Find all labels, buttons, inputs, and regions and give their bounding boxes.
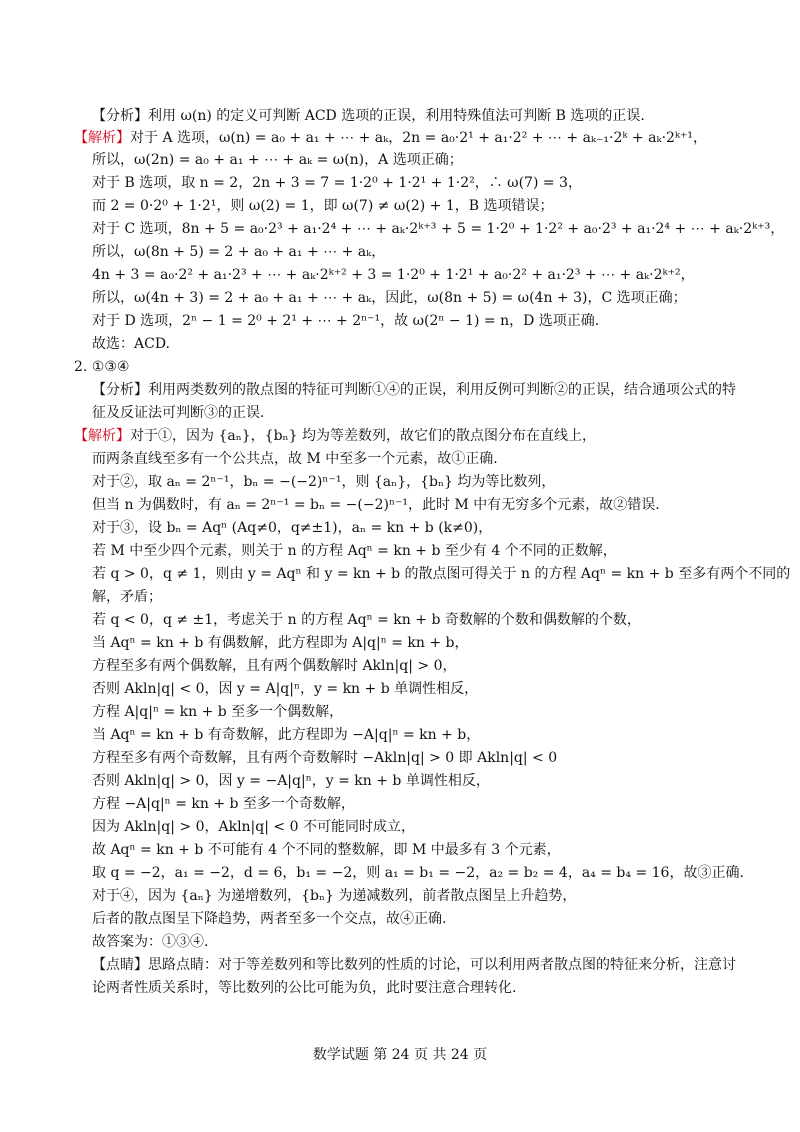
text-line bbox=[92, 564, 790, 586]
line-content: 因为 Akln|q| > 0，Akln|q| < 0 不可能同时成立， bbox=[92, 819, 415, 835]
text-line bbox=[92, 587, 162, 609]
text-line bbox=[74, 128, 707, 150]
line-content: 对于①，因为 {aₙ}，{bₙ} 均为等差数列，故它们的散点图分布在直线上， bbox=[130, 428, 596, 444]
line-content: 论两者性质关系时，等比数列的公比可能为负，此时要注意合理转化. bbox=[92, 980, 517, 996]
line-content: 若 q > 0，q ≠ 1，则由 y = Aqⁿ 和 y = kn + b 的散点图可得关于 n 的方程 Aqⁿ = kn + b 至多有两个不同的 bbox=[92, 566, 791, 582]
text-line bbox=[92, 242, 385, 264]
line-content: 对于③，设 bₙ = Aqⁿ (Aq≠0，q≠±1)，aₙ = kn + b (k≠0)， bbox=[92, 520, 493, 536]
text-line bbox=[92, 817, 415, 839]
text-line bbox=[92, 702, 343, 724]
line-content: 解，矛盾； bbox=[92, 589, 162, 605]
line-content: 故 Aqⁿ = kn + b 不可能有 4 个不同的整数解，即 M 中最多有 3 个元素， bbox=[92, 842, 561, 858]
line-content: 而 2 = 0·2⁰ + 1·2¹，则 ω(2) = 1，即 ω(7) ≠ ω(2) + 1，B 选项错误； bbox=[92, 198, 554, 214]
analysis-tag: 【解析】 bbox=[74, 428, 130, 444]
line-content: 对于 A 选项，ω(n) = a₀ + a₁ + ⋯ + aₖ，2n = a₀·2¹ + a₁·2² + ⋯ + aₖ₋₁·2ᵏ + aₖ·2ᵏ⁺¹， bbox=[130, 130, 708, 146]
text-line bbox=[92, 978, 516, 1000]
text-line bbox=[92, 955, 736, 977]
line-content: 征及反证法可判断③的正误. bbox=[92, 405, 265, 421]
text-line bbox=[92, 334, 170, 356]
text-line bbox=[92, 106, 645, 128]
text-line bbox=[92, 886, 576, 908]
text-line bbox=[92, 541, 617, 563]
text-line bbox=[92, 196, 553, 218]
text-line bbox=[92, 633, 469, 655]
line-content: 故选：ACD. bbox=[92, 336, 170, 352]
line-content: 方程至多有两个偶数解，且有两个偶数解时 Akln|q| > 0， bbox=[92, 658, 457, 674]
line-content: 所以，ω(2n) = a₀ + a₁ + ⋯ + aₖ = ω(n)，A 选项正确； bbox=[92, 152, 463, 168]
text-line bbox=[92, 403, 264, 425]
line-content: 取 q = −2，a₁ = −2，d = 6，b₁ = −2，则 a₁ = b₁ = −2，a₂ = b₂ = 4，a₄ = b₄ = 16，故③正确. bbox=[92, 865, 744, 881]
text-line bbox=[92, 518, 492, 540]
line-content: 方程 −A|q|ⁿ = kn + b 至多一个奇数解， bbox=[92, 796, 355, 812]
line-content: 方程至多有两个奇数解，且有两个奇数解时 −Akln|q| > 0 即 Akln|q| < 0 bbox=[92, 750, 558, 766]
line-content: 而两条直线至多有一个公共点，故 M 中至多一个元素，故①正确. bbox=[92, 451, 498, 467]
text-line bbox=[92, 932, 208, 954]
text-line bbox=[92, 495, 660, 517]
text-line bbox=[92, 288, 687, 310]
line-content: 2. ①③④ bbox=[74, 359, 130, 375]
line-content: 方程 A|q|ⁿ = kn + b 至多一个偶数解， bbox=[92, 704, 344, 720]
line-content: 所以，ω(8n + 5) = 2 + a₀ + a₁ + ⋯ + aₖ， bbox=[92, 244, 386, 260]
line-content: 故答案为：①③④. bbox=[92, 934, 209, 950]
text-line bbox=[92, 725, 480, 747]
text-line bbox=[92, 840, 561, 862]
text-line bbox=[92, 173, 582, 195]
text-line bbox=[92, 472, 555, 494]
text-line bbox=[92, 380, 736, 402]
line-content: 当 Aqⁿ = kn + b 有偶数解，此方程即为 A|q|ⁿ = kn + b， bbox=[92, 635, 469, 651]
text-line bbox=[92, 771, 490, 793]
text-line bbox=[92, 656, 456, 678]
text-line bbox=[92, 909, 446, 931]
text-line bbox=[92, 679, 478, 701]
text-line bbox=[92, 610, 641, 632]
text-line bbox=[74, 426, 596, 448]
line-content: 【分析】利用两类数列的散点图的特征可判断①④的正误，利用反例可判断②的正误，结合通项公式的特 bbox=[92, 382, 736, 398]
line-content: 4n + 3 = a₀·2² + a₁·2³ + ⋯ + aₖ·2ᵏ⁺² + 3 = 1·2⁰ + 1·2¹ + a₀·2² + a₁·2³ + ⋯ + aₖ·2ᵏ⁺²， bbox=[92, 267, 695, 283]
line-content: 【分析】利用 ω(n) 的定义可判断 ACD 选项的正误，利用特殊值法可判断 B 选项的正误. bbox=[92, 108, 645, 124]
text-line bbox=[74, 357, 129, 379]
line-content: 若 M 中至少四个元素，则关于 n 的方程 Aqⁿ = kn + b 至少有 4 个不同的正数解， bbox=[92, 543, 617, 559]
text-line bbox=[92, 219, 784, 241]
text-line bbox=[92, 794, 355, 816]
line-content: 若 q < 0，q ≠ ±1，考虑关于 n 的方程 Aqⁿ = kn + b 奇数解的个数和偶数解的个数， bbox=[92, 612, 641, 628]
line-content: 否则 Akln|q| < 0，因 y = A|q|ⁿ，y = kn + b 单调性相反， bbox=[92, 681, 479, 697]
line-content: 所以，ω(4n + 3) = 2 + a₀ + a₁ + ⋯ + aₖ，因此，ω(8n + 5) = ω(4n + 3)，C 选项正确； bbox=[92, 290, 687, 306]
text-line bbox=[92, 150, 463, 172]
text-line bbox=[92, 863, 744, 885]
line-content: 否则 Akln|q| > 0，因 y = −A|q|ⁿ，y = kn + b 单调性相反， bbox=[92, 773, 490, 789]
line-content: 当 Aqⁿ = kn + b 有奇数解，此方程即为 −A|q|ⁿ = kn + b， bbox=[92, 727, 481, 743]
text-line bbox=[92, 311, 599, 333]
line-content: 对于④，因为 {aₙ} 为递增数列，{bₙ} 为递减数列，前者散点图呈上升趋势， bbox=[92, 888, 577, 904]
line-content: 对于 D 选项，2ⁿ − 1 = 2⁰ + 2¹ + ⋯ + 2ⁿ⁻¹，故 ω(2ⁿ − 1) = n，D 选项正确. bbox=[92, 313, 600, 329]
line-content: 对于 C 选项，8n + 5 = a₀·2³ + a₁·2⁴ + ⋯ + aₖ·2ᵏ⁺³ + 5 = 1·2⁰ + 1·2² + a₀·2³ + a₁·2⁴ + ⋯ + aₖ·2ᵏ⁺³， bbox=[92, 221, 785, 237]
text-line bbox=[92, 449, 498, 471]
page-footer: 数学试题 第 24 页 共 24 页 bbox=[312, 1047, 488, 1063]
text-line bbox=[92, 265, 695, 287]
analysis-tag: 【解析】 bbox=[74, 130, 130, 146]
line-content: 后者的散点图呈下降趋势，两者至多一个交点，故④正确. bbox=[92, 911, 447, 927]
line-content: 【点睛】思路点睛：对于等差数列和等比数列的性质的讨论，可以利用两者散点图的特征来分析，注意讨 bbox=[92, 957, 736, 973]
line-content: 但当 n 为偶数时，有 aₙ = 2ⁿ⁻¹ = bₙ = −(−2)ⁿ⁻¹，此时 M 中有无穷多个元素，故②错误. bbox=[92, 497, 660, 513]
text-line bbox=[92, 748, 557, 770]
line-content: 对于②，取 aₙ = 2ⁿ⁻¹，bₙ = −(−2)ⁿ⁻¹，则 {aₙ}，{bₙ} 均为等比数列， bbox=[92, 474, 556, 490]
line-content: 对于 B 选项，取 n = 2，2n + 3 = 7 = 1·2⁰ + 1·2¹ + 1·2²，∴ ω(7) = 3， bbox=[92, 175, 582, 191]
